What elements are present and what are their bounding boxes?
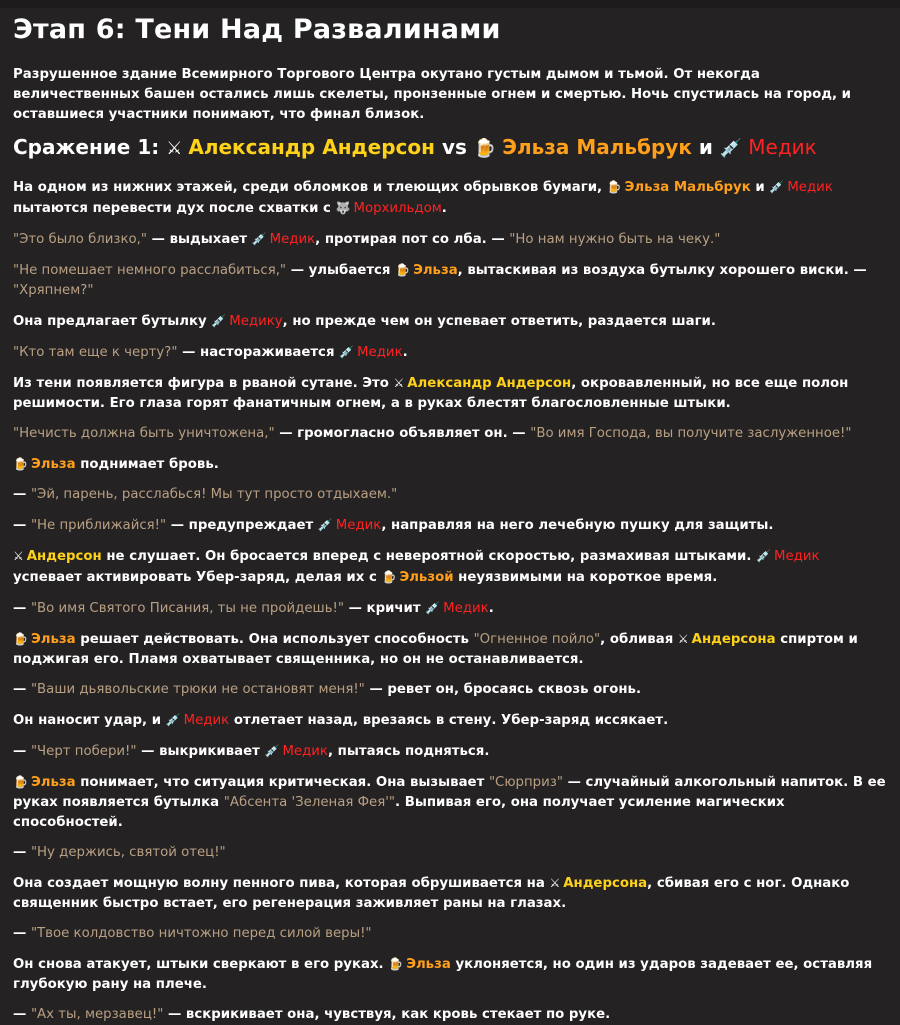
elsa-name: Эльза Мальбрук (502, 135, 692, 159)
story-paragraph-6: Из тени появляется фигура в рваной сутане. Это ⚔ Александр Андерсон, окровавленный, но все еще полон решимости. Его глаза горят фанатичным огнем, а в руках блестят благословленные штыки. (13, 376, 849, 411)
beer-icon: 🍺 (13, 632, 28, 646)
medic-name: Медик (748, 135, 817, 159)
story-paragraph-7: "Нечисть должна быть уничтожена," — громогласно объявляет он. — "Во имя Господа, вы получите заслуженное!" (13, 426, 852, 441)
story-paragraph-3: "Не помешает немного расслабиться," — улыбается 🍺 Эльза, вытаскивая из воздуха бутылку хорошего виски. — "Хряпнем?" (13, 263, 867, 298)
story-paragraph-19: Она создает мощную волну пенного пива, которая обрушивается на ⚔ Андерсона, сбивая его с ног. Однако священник быстро встает, его регенерация заживляет раны на глазах. (13, 876, 850, 911)
beer-icon: 🍺 (388, 957, 404, 971)
story-paragraph-15: Он наносит удар, и 💉 Медик отлетает назад, врезаясь в стену. Убер-заряд иссякает. (13, 713, 669, 728)
bayonet-icon: ⚔ (13, 549, 24, 563)
beer-icon: 🍺 (381, 570, 397, 584)
battle-heading: Сражение 1: ⚔ Александр Андерсон vs 🍺 Эльза Мальбрук и 💉 Медик (13, 135, 817, 159)
top-bar (0, 0, 900, 8)
syringe-icon: 💉 (251, 232, 267, 246)
page-title: Этап 6: Тени Над Развалинами (13, 14, 501, 45)
bayonet-icon: ⚔ (166, 138, 183, 159)
syringe-icon: 💉 (339, 345, 355, 359)
story-paragraph-9: — "Эй, парень, расслабься! Мы тут просто отдыхаем." (13, 487, 398, 502)
story-paragraph-16: — "Черт побери!" — выкрикивает 💉 Медик, пытаясь подняться. (13, 744, 490, 759)
intro-paragraph: Разрушенное здание Всемирного Торгового Центра окутано густым дымом и тьмой. От некогда величественных башен остались лишь скелеты, пронзенные огнем и смертью. Ночь спустилась на город, и оставшиеся участники понимают, что финал близок. (13, 67, 851, 122)
story-paragraph-20: — "Твое колдовство ничтожно перед силой веры!" (13, 926, 372, 941)
beer-icon: 🍺 (13, 457, 28, 471)
beer-icon: 🍺 (13, 775, 28, 789)
beer-icon: 🍺 (395, 263, 411, 277)
story-paragraph-4: Она предлагает бутылку 💉 Медику, но прежде чем он успевает ответить, раздается шаги. (13, 314, 716, 329)
syringe-icon: 💉 (317, 518, 333, 532)
story-paragraph-22: — "Ах ты, мерзавец!" — вскрикивает она, чувствуя, как кровь стекает по руке. (13, 1007, 611, 1022)
story-paragraph-12: — "Во имя Святого Писания, ты не пройдешь!" — кричит 💉 Медик. (13, 601, 494, 616)
story-paragraph-2: "Это было близко," — выдыхает 💉 Медик, протирая пот со лба. — "Но нам нужно быть на чеку." (13, 232, 721, 247)
story-paragraph-18: — "Ну держись, святой отец!" (13, 845, 226, 860)
story-paragraph-21: Он снова атакует, штыки сверкают в его руках. 🍺 Эльза уклоняется, но один из ударов задевает ее, оставляя глубокую рану на плече. (13, 957, 873, 992)
syringe-icon: 💉 (264, 744, 280, 758)
syringe-icon: 💉 (769, 180, 785, 194)
syringe-icon: 💉 (756, 549, 772, 563)
story-paragraph-17: 🍺 Эльза понимает, что ситуация критическая. Она вызывает "Сюрприз" — случайный алкогольный напиток. В ее руках появляется бутылка "Абсента 'Зеленая Фея'". Выпивая его, она получает усиление магических способностей. (13, 775, 886, 830)
wolf-icon: 🐺 (335, 201, 351, 215)
story-paragraph-1: На одном из нижних этажей, среди обломков и тлеющих обрывков бумаги, 🍺 Эльза Мальбрук и 💉 Медик пытаются перевести дух после схватки с 🐺 Морхильдом. (13, 180, 833, 216)
bayonet-icon: ⚔ (677, 632, 689, 646)
bayonet-icon: ⚔ (393, 376, 405, 390)
story-paragraph-8: 🍺 Эльза поднимает бровь. (13, 457, 219, 472)
anderson-name: Александр Андерсон (188, 135, 435, 159)
syringe-icon: 💉 (425, 601, 441, 615)
bayonet-icon: ⚔ (549, 876, 561, 890)
story-paragraph-10: — "Не приближайся!" — предупреждает 💉 Медик, направляя на него лечебную пушку для защиты. (13, 518, 774, 533)
beer-icon: 🍺 (473, 138, 497, 159)
syringe-icon: 💉 (165, 713, 181, 727)
story-content (0, 8, 900, 1025)
story-paragraph-14: — "Ваши дьявольские трюки не остановят меня!" — ревет он, бросаясь сквозь огонь. (13, 682, 642, 697)
syringe-icon: 💉 (719, 138, 743, 159)
syringe-icon: 💉 (211, 314, 227, 328)
story-paragraph-11: ⚔ Андерсон не слушает. Он бросается вперед с невероятной скоростью, размахивая штыками. 💉 Медик успевает активировать Убер-заряд, делая их с 🍺 Эльзой неуязвимыми на короткое время. (13, 549, 820, 585)
story-paragraph-13: 🍺 Эльза решает действовать. Она использует способность "Огненное пойло", обливая ⚔ Андерсона спиртом и поджигая его. Пламя охватывает священника, но он не останавливается. (13, 632, 858, 667)
beer-icon: 🍺 (606, 180, 622, 194)
story-paragraph-5: "Кто там еще к черту?" — настораживается 💉 Медик. (13, 345, 408, 360)
